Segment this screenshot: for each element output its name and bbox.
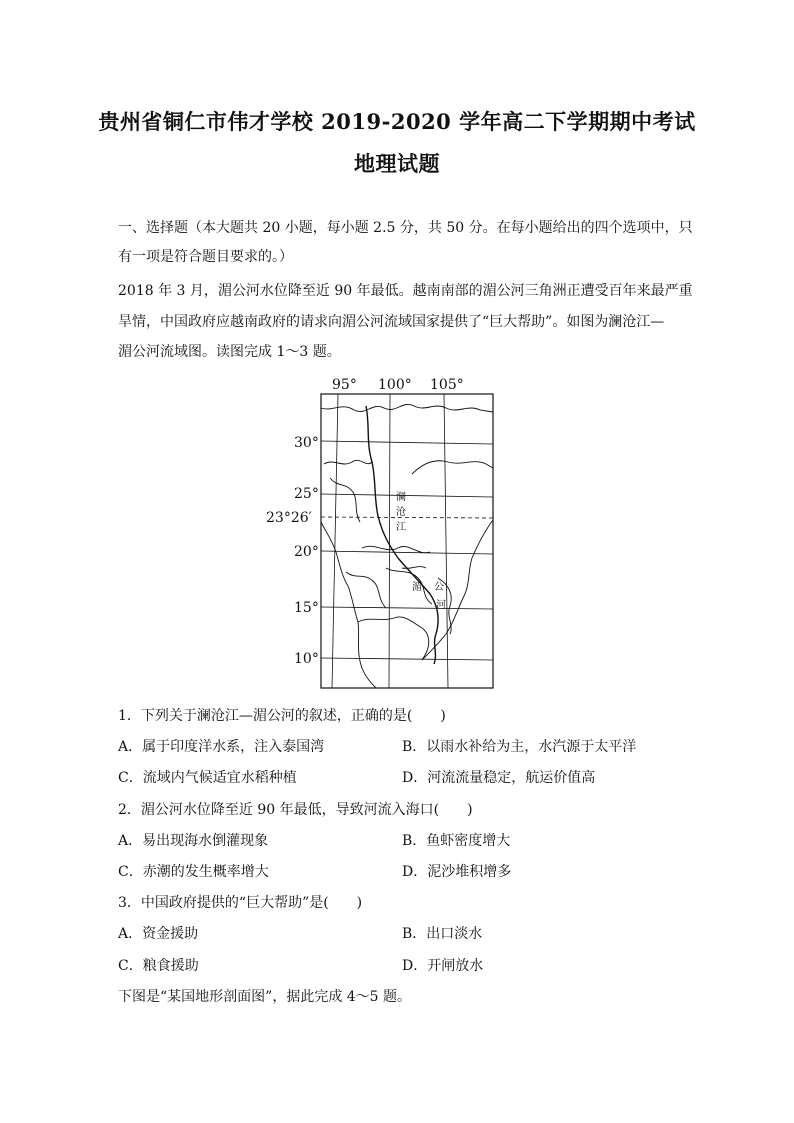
q1-option-a: A．属于印度洋水系，注入泰国湾 [118,739,325,755]
page-subtitle: 地理试题 [354,151,440,176]
q3-option-b: B．出口淡水 [402,926,483,942]
map-frame [321,394,493,688]
intro-line-3: 湄公河流域图。读图完成 1～3 题。 [118,344,341,360]
coastline-and-borders [321,404,493,688]
lat-label-20: 20° [294,544,319,560]
river-label-gong: 公 [434,582,444,593]
lancang-mekong-river [366,406,438,664]
lancang-mekong-basin-map [262,372,502,692]
lon-label-95: 95° [332,377,357,393]
intro-line-1: 2018 年 3 月，湄公河水位降至近 90 年最低。越南南部的湄公河三角洲正遭受百年来最严重 [118,283,693,299]
section-instruction-line-2: 有一项是符合题目要求的。） [118,249,293,265]
lat-label-25: 25° [294,486,319,502]
river-label-cang: 沧 [396,507,406,518]
lat-label-30: 30° [294,435,319,451]
q3-option-d: D．开闸放水 [402,958,484,974]
river-label-lan: 澜 [396,492,406,503]
river-label-mei: 湄 [412,582,422,593]
q3-option-a: A．资金援助 [118,926,199,942]
question-1-stem: 1．下列关于澜沧江—湄公河的叙述，正确的是( ) [118,708,446,724]
q2-option-b: B．鱼虾密度增大 [402,833,511,849]
closing-instruction: 下图是“某国地形剖面图”，据此完成 4～5 题。 [118,989,412,1005]
q1-option-b: B．以雨水补给为主，水汽源于太平洋 [402,739,637,755]
river-label-he: 河 [436,600,446,611]
lon-label-105: 105° [430,377,464,393]
q1-option-c: C．流域内气候适宜水稻种植 [118,770,297,786]
q3-option-c: C．粮食援助 [118,958,199,974]
q1-option-d: D．河流流量稳定，航运价值高 [402,770,596,786]
lat-label-tropic: 23°26′ [266,510,312,526]
question-2-stem: 2．湄公河水位降至近 90 年最低，导致河流入海口( ) [118,802,473,818]
page-title: 贵州省铜仁市伟才学校 2019-2020 学年高二下学期期中考试 [98,109,696,134]
q2-option-a: A．易出现海水倒灌现象 [118,833,269,849]
question-3-stem: 3．中国政府提供的“巨大帮助”是( ) [118,895,363,911]
q2-option-d: D．泥沙堆积增多 [402,864,512,880]
lat-label-10: 10° [294,651,319,667]
lon-label-100: 100° [378,377,412,393]
q2-option-c: C．赤潮的发生概率增大 [118,864,269,880]
graticule [321,394,493,688]
intro-line-2: 旱情，中国政府应越南政府的请求向湄公河流域国家提供了“巨大帮助”。如图为澜沧江— [118,314,665,330]
river-label-jiang: 江 [396,522,406,533]
lat-label-15: 15° [294,600,319,616]
section-instruction-line-1: 一、选择题（本大题共 20 小题，每小题 2.5 分，共 50 分。在每小题给出的四个选项中，只 [118,220,693,236]
